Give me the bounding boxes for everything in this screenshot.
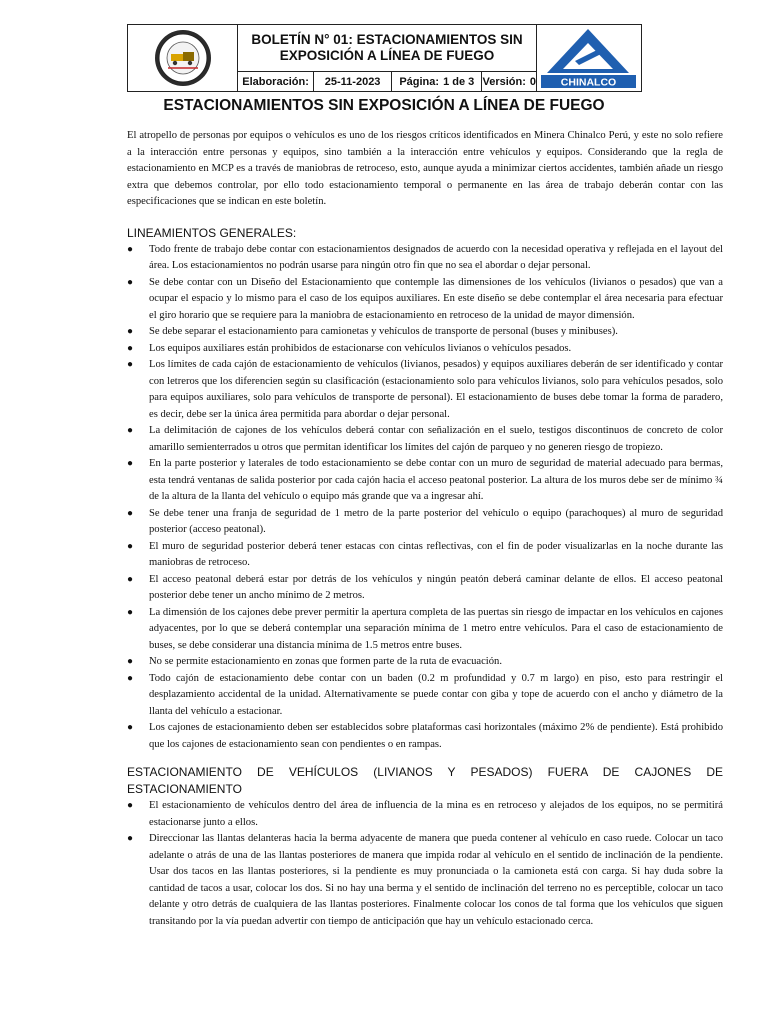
list-item — [127, 831, 723, 930]
list-item-text: En la parte posterior y laterales de todo estacionamiento se debe contar con un muro de seguridad de material adecuado para bermas, esta tendrá ventanas de salida posterior por cada cajón hacia el acceso peatonal posterior. La altura de los muros debe ser de mínimo ¾ de la altura de la llanta del vehículo o equipo más grande que va a ingresar ahí. — [149, 458, 723, 502]
bullet-icon: ● — [127, 458, 134, 469]
lineamientos-list — [127, 242, 723, 754]
bullet-icon: ● — [127, 342, 134, 354]
document-header — [127, 24, 642, 92]
elaboracion-value: 25-11-2023 — [314, 72, 392, 91]
list-item — [127, 423, 723, 456]
chinalco-emblem-icon — [537, 25, 640, 91]
document-title: ESTACIONAMIENTOS SIN EXPOSICIÓN A LÍNEA DE FUEGO — [163, 97, 605, 114]
document-meta-row — [238, 72, 536, 91]
bulletin-title-line1: BOLETÍN N° 01: ESTACIONAMIENTOS SIN — [251, 32, 523, 47]
list-item — [127, 357, 723, 423]
list-item-text: Se debe tener una franja de seguridad de 1 metro de la parte posterior del vehículo o equipo (parachoques) al muro de seguridad posterior (acceso peatonal). — [149, 507, 723, 535]
list-item — [127, 539, 723, 572]
list-item-text: Todo cajón de estacionamiento debe contar con un baden (0.2 m profundidad y 0.7 m largo) en piso, esto para restringir el desplazamiento accidental de la unidad. Alternativamente se puede contar con giba y tope de acuerdo con el ancho y diámetro de la llanta del vehículo a estacionar. — [149, 672, 723, 717]
bullet-icon: ● — [127, 833, 134, 844]
list-item-text: Todo frente de trabajo debe contar con estacionamientos designados de acuerdo con la necesidad operativa y reflejada en el layout del área. Los estacionamientos no podrán usarse para ningún otro fin que no sea el abordar o dejar personal. — [149, 243, 723, 271]
list-item-text: No se permite estacionamiento en zonas que formen parte de la ruta de evacuación. — [149, 656, 502, 667]
pagina-label: Página: — [399, 75, 440, 88]
gear-seal-icon — [138, 28, 228, 88]
list-item — [127, 605, 723, 655]
list-item — [127, 654, 723, 671]
bullet-icon: ● — [127, 606, 134, 618]
list-item-text: Direccionar las llantas delanteras hacia la berma adyacente de manera que pueda contener al vehículo en caso ruede. Colocar un taco adelante o atrás de una de las llantas posteriores de manera que impida rodar al vehículo en el sentido de inclinación de la pendiente. Usar dos tacos en las llantas posteriores, si la pendiente es muy pronunciada o la camioneta está con carga. Si hay duda sobre la cantidad de tacos a usar, colocar los dos. Si no hay una berma y el sentido de inclinación del terreno no es perceptible, colocar un taco delante y otro detrás de cualquiera de las llantas posteriores. Finalmente colocar los conos de tal forma que los vehículos que siguen transitando por la vía puedan advertir con tiempo de anticipación que hay un vehículo estacionado cerca. — [149, 833, 723, 927]
version-cell — [482, 72, 536, 91]
list-item-text: El estacionamiento de vehículos dentro del área de influencia de la mina es en retroceso y alejados de los equipos, no se permitirá estacionarse junto a ellos. — [149, 800, 723, 828]
fuera-de-cajones-list — [127, 798, 723, 930]
bullet-icon: ● — [127, 573, 134, 585]
bullet-icon: ● — [127, 656, 134, 667]
section-heading-fuera-de-cajones: ESTACIONAMIENTO DE VEHÍCULOS (LIVIANOS Y PESADOS) FUERA DE CAJONES DE ESTACIONAMIENTO — [127, 765, 723, 796]
list-item-text: El acceso peatonal deberá estar por detrás de los vehículos y ningún peatón deberá caminar delante de ellos. El acceso peatonal posterior debe tener un ancho mínimo de 2 metros. — [149, 573, 723, 601]
list-item — [127, 572, 723, 605]
chinalco-logo — [536, 25, 641, 91]
list-item — [127, 324, 723, 341]
section-heading-lineamientos: LINEAMIENTOS GENERALES: — [127, 225, 297, 240]
list-item — [127, 506, 723, 539]
elaboracion-label: Elaboración: — [238, 72, 314, 91]
list-item — [127, 671, 723, 721]
list-item-text: Los límites de cada cajón de estacionamiento de vehículos (livianos, pesados) y equipos auxiliares deberán de ser identificado y contar con letreros que los diferencien según su clasificación (estacionamiento solo para vehículos livianos, solo para vehículos pesados, solo para equipos auxiliares, solo para vehículos de transporte de personal). El estacionamiento de buses debe tomar la forma de paradero, es decir, debe ser la única área permitida para abordar o dejar personal. — [149, 359, 723, 420]
version-value: 0 — [529, 75, 536, 88]
list-item-text: La delimitación de cajones de los vehículos deberá contar con señalización en el suelo, testigos discontinuos de concreto de color amarillo semienterrados u otros que permitan identificar los límites del cajón de parqueo y no generen riesgo de tropiezo. — [149, 425, 723, 453]
list-item-text: La dimensión de los cajones debe prever permitir la apertura completa de las puertas sin riesgo de impactar en los vehículos en cajones adyacentes, por lo que se deberá contemplar una separación mínima de 1 metro entre vehículos. Para el caso de estacionamiento de buses, se debe considerar una distancia mínima de 1.5 metros entre buses. — [149, 606, 723, 651]
bullet-icon: ● — [127, 722, 134, 733]
list-item-text: Se debe separar el estacionamiento para camionetas y vehículos de transporte de personal (buses y minibuses). — [149, 326, 618, 337]
list-item-text: El muro de seguridad posterior deberá tener estacas con cintas reflectivas, con el fin de poder visualizarlas en la noche durante las maniobras de retroceso. — [149, 540, 723, 568]
bulletin-title — [238, 25, 536, 72]
version-label: Versión: — [482, 75, 526, 88]
bullet-icon: ● — [127, 276, 134, 288]
intro-paragraph: El atropello de personas por equipos o vehículos es uno de los riesgos críticos identificados en Minera Chinalco Perú, y este no solo refiere a la interacción entre personas y equipos, sino también a la interacción entre vehículos y equipos. Considerando que la regla de estacionamiento en MCP es a través de maniobras de retroceso, esto, aunque ayuda a minimizar ciertos accidentes, también añade un riesgo extra que debemos controlar, por ello todo estacionamiento temporal o permanente en las área de trabajo deberán contar con las especificaciones que se indican en este boletín. — [127, 130, 723, 207]
list-item — [127, 242, 723, 275]
list-item-text: Los equipos auxiliares están prohibidos de estacionarse con vehículos livianos o vehículos pesados. — [149, 342, 572, 354]
pagina-cell — [392, 72, 482, 91]
pagina-value: 1 de 3 — [443, 75, 475, 88]
list-item — [127, 275, 723, 325]
bullet-icon: ● — [127, 359, 134, 370]
bullet-icon: ● — [127, 800, 134, 811]
bulletin-title-line2: EXPOSICIÓN A LÍNEA DE FUEGO — [279, 48, 495, 63]
chinalco-logo-text: CHINALCO — [560, 76, 617, 89]
list-item-text: Los cajones de estacionamiento deben ser establecidos sobre plataformas casi horizontales (máximo 2% de pendiente). Está prohibido que los cajones de estacionamiento sean con pendientes o en rampas. — [149, 722, 723, 750]
bullet-icon: ● — [127, 672, 134, 684]
list-item — [127, 341, 723, 358]
list-item-text: Se debe contar con un Diseño del Estacionamiento que contemple las dimensiones de los vehículos (livianos o pesados) que van a ocupar el espacio y lo mismo para el caso de los equipos auxiliares. En este diseño se debe contemplar el área necesaria para efectuar el giro horario que se requiere para la maniobra de estacionamiento en retroceso de la unidad de mayor dimensión. — [149, 276, 723, 321]
list-item — [127, 798, 723, 831]
list-item — [127, 456, 723, 506]
bullet-icon: ● — [127, 243, 134, 255]
bullet-icon: ● — [127, 326, 134, 337]
list-item — [127, 720, 723, 753]
document-body — [127, 128, 723, 941]
bullet-icon: ● — [127, 507, 134, 519]
bullet-icon: ● — [127, 425, 134, 436]
bullet-icon: ● — [127, 540, 134, 552]
company-seal-logo — [128, 25, 238, 91]
